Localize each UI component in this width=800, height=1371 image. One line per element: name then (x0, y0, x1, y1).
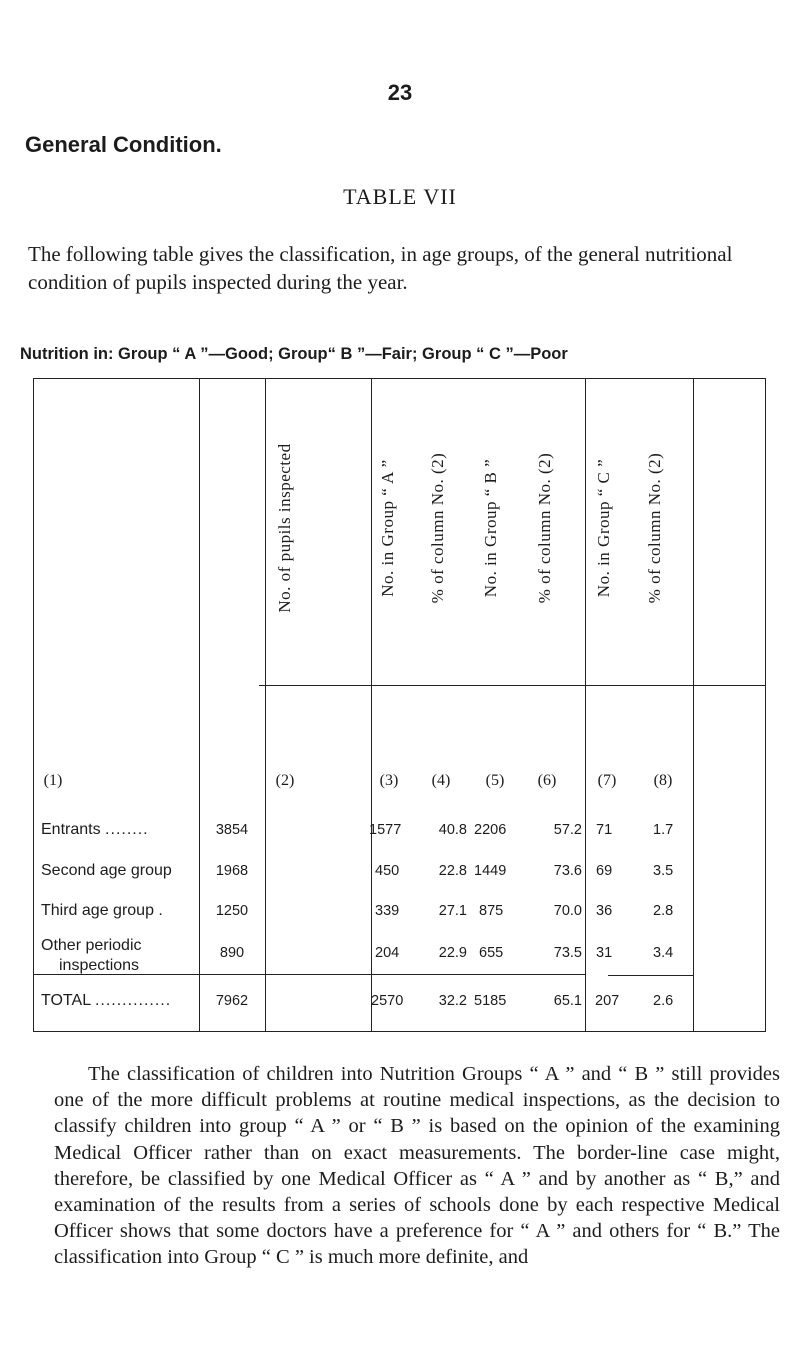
table-cell: 1250 (215, 903, 249, 919)
body-paragraph: The classification of children into Nutrition Groups “ A ” and “ B ” still provides one of the more difficult problems at routine medical inspections, as the decision to classify children into group “ A ” or “ B ” is based on the opinion of the examining Medical Officer rather than on exact measurements. The border-line case might, therefore, be classified by one Medical Officer as “ A ” and by another as “ B,” and examination of the results from a series of schools done by each respective Medical Officer shows that some doctors have a preference for “ A ” and others for “ B.” The classification into Group “ C ” is much more definite, and (54, 1063, 780, 1269)
row-label-second-age-group: Second age group (41, 862, 172, 879)
table-cell: 655 (479, 945, 504, 961)
table-cell: 71 (596, 822, 613, 838)
table-cell: 339 (375, 903, 400, 919)
table-cell: 57.2 (553, 822, 582, 838)
column-divider (585, 378, 586, 1032)
table-right-rule (765, 378, 766, 1032)
column-number: (4) (431, 772, 451, 789)
column-number: (7) (597, 772, 617, 789)
table-cell-total: 32.2 (438, 993, 467, 1009)
column-divider (199, 378, 200, 1032)
section-heading: General Condition. (25, 132, 222, 157)
table-cell: 70.0 (553, 903, 582, 919)
column-number: (2) (275, 772, 295, 789)
table-cell: 1449 (474, 863, 507, 879)
row-label-other-periodic-inspections: Other periodic inspections (41, 937, 142, 974)
table-cell-total: 2.6 (653, 993, 674, 1009)
column-header-group-a: No. in Group “ A ” (378, 459, 397, 597)
table-cell: 40.8 (438, 822, 467, 838)
intro-paragraph: The following table gives the classification, in age groups, of the general nutritional condition of pupils inspected during the year. (28, 242, 733, 294)
table-cell-total: 2570 (371, 993, 404, 1009)
page-number: 23 (387, 80, 413, 105)
table-cell: 31 (596, 945, 613, 961)
table-cell-total: 7962 (215, 993, 249, 1009)
table-cell: 22.8 (438, 863, 467, 879)
table-cell: 22.9 (438, 945, 467, 961)
column-number: (5) (485, 772, 505, 789)
table-cell-total: 207 (595, 993, 620, 1009)
table-cell-total: 5185 (474, 993, 507, 1009)
table-left-rule (33, 378, 34, 1032)
column-header-group-b: No. in Group “ B ” (481, 458, 500, 598)
total-rule (608, 975, 693, 976)
nutrition-key: Nutrition in: Group “ A ”—Good; Group“ B ”—Fair; Group “ C ”—Poor (20, 345, 568, 363)
table-cell: 1968 (215, 863, 249, 879)
column-divider (693, 378, 694, 1032)
table-cell: 1577 (369, 822, 402, 838)
table-cell: 2206 (474, 822, 507, 838)
table-cell: 73.5 (553, 945, 582, 961)
table-cell: 875 (479, 903, 504, 919)
table-bottom-rule (33, 1031, 766, 1032)
table-cell: 73.6 (553, 863, 582, 879)
table-cell: 3.5 (653, 863, 674, 879)
nutrition-table (33, 378, 766, 1032)
table-cell: 1.7 (653, 822, 674, 838)
table-cell: 890 (219, 945, 245, 961)
header-rule (259, 685, 766, 686)
table-cell: 3.4 (653, 945, 674, 961)
table-cell: 27.1 (438, 903, 467, 919)
column-header-group-c: No. in Group “ C ” (594, 458, 613, 598)
column-number: (1) (43, 772, 63, 789)
table-cell: 2.8 (653, 903, 674, 919)
table-cell: 204 (375, 945, 400, 961)
column-number: (8) (653, 772, 673, 789)
table-cell-total: 65.1 (553, 993, 582, 1009)
table-cell: 3854 (215, 822, 249, 838)
column-number: (6) (537, 772, 557, 789)
table-cell: 69 (596, 863, 613, 879)
table-title: TABLE VII (343, 184, 457, 209)
column-header-pupils-inspected: No. of pupils inspected (275, 443, 294, 613)
column-header-group-a-percent: % of column No. (2) (428, 452, 447, 604)
column-header-group-b-percent: % of column No. (2) (535, 452, 554, 604)
table-cell: 450 (375, 863, 400, 879)
row-label-total: TOTAL .............. (41, 992, 172, 1009)
table-cell: 36 (596, 903, 613, 919)
row-label-third-age-group: Third age group . (41, 902, 164, 919)
column-number: (3) (379, 772, 399, 789)
row-label-entrants: Entrants ........ (41, 821, 149, 838)
column-header-group-c-percent: % of column No. (2) (645, 452, 664, 604)
